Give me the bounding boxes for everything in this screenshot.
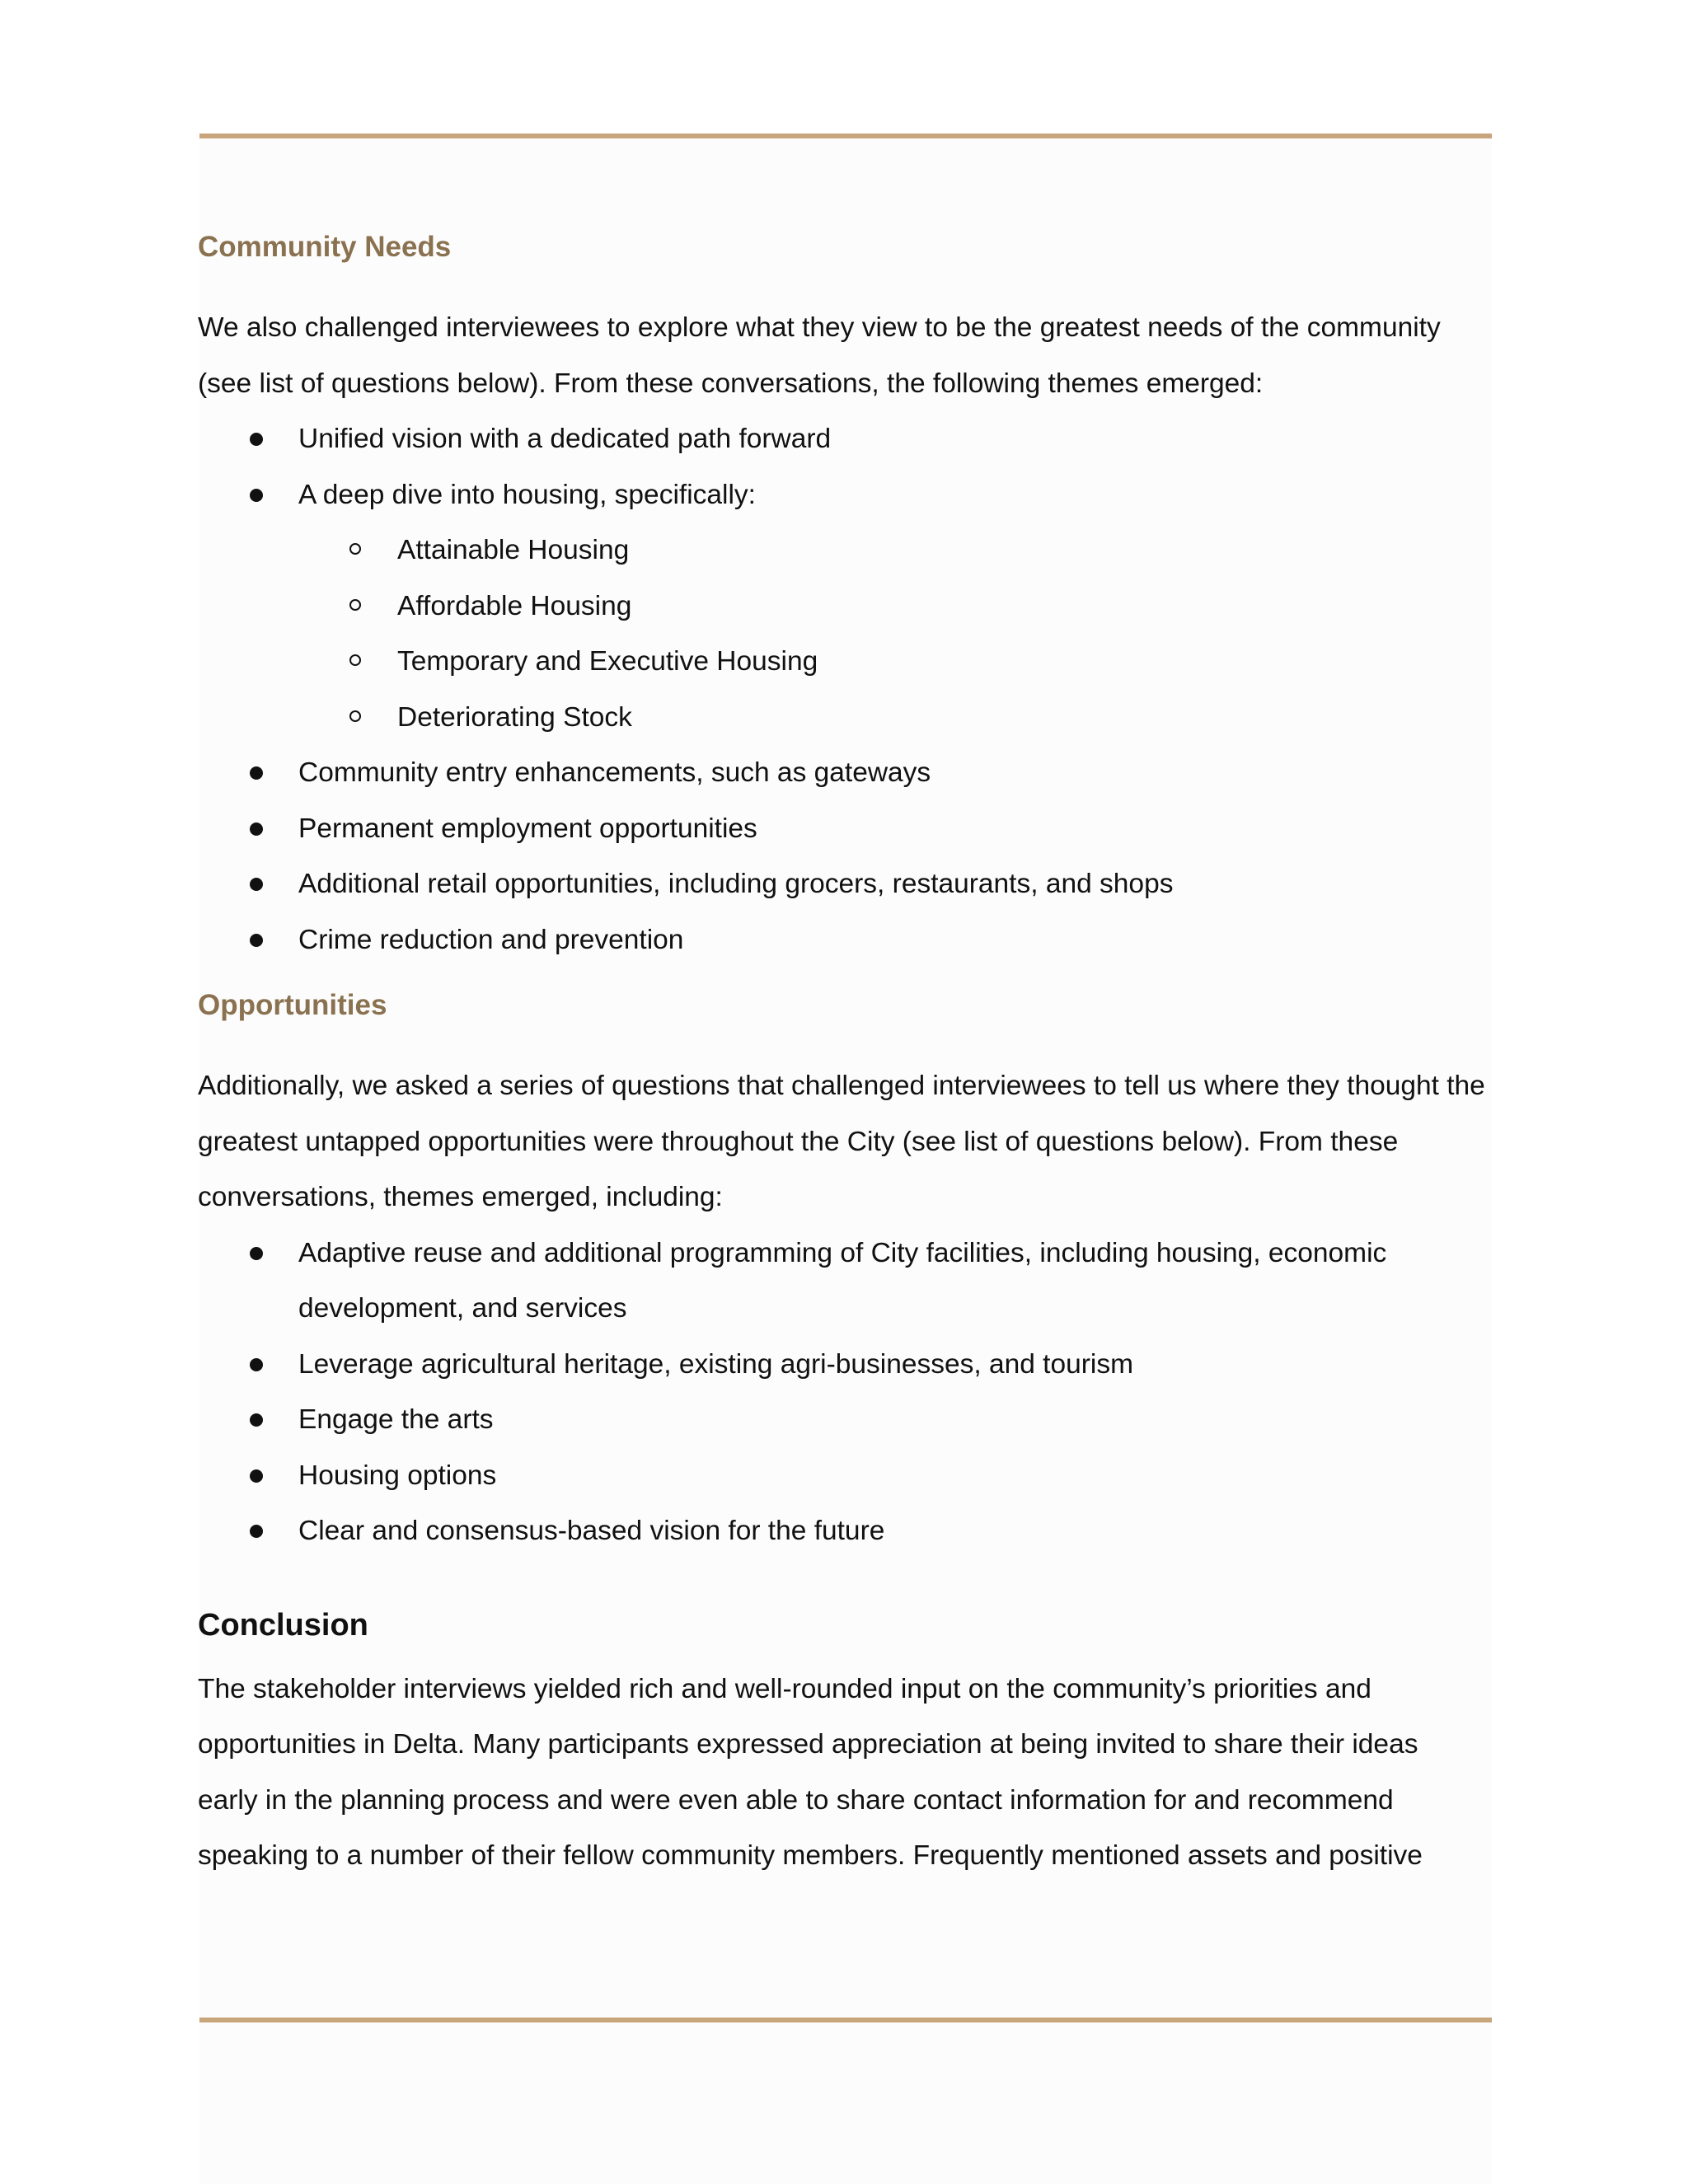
list-item-text: Unified vision with a dedicated path forward [298, 424, 832, 454]
list-item-text: Permanent employment opportunities [298, 813, 757, 844]
document-body [198, 223, 1500, 1884]
community-needs-list [198, 411, 1500, 523]
list-item [198, 912, 1500, 968]
list-item-text: Community entry enhancements, such as gateways [298, 757, 931, 788]
list-item [198, 1392, 1484, 1448]
community-needs-intro: We also challenged interviewees to explore what they view to be the greatest needs of the community (see list of questions below). From these conversations, the following themes emerged: [198, 312, 1441, 399]
list-item [198, 801, 1500, 857]
housing-sublist [198, 523, 1500, 745]
list-item [198, 467, 1500, 523]
bullet-icon [250, 934, 263, 947]
list-item [198, 1337, 1484, 1393]
community-needs-heading: Community Needs [198, 231, 452, 263]
bullet-icon [250, 1525, 263, 1538]
list-item-text: Crime reduction and prevention [298, 924, 684, 955]
top-divider [199, 134, 1492, 138]
list-item [198, 411, 1500, 467]
list-item [198, 745, 1500, 801]
list-item-text: Housing options [298, 1460, 497, 1491]
bullet-icon [250, 489, 263, 502]
bottom-divider [199, 2018, 1492, 2022]
list-item-text: Engage the arts [298, 1404, 494, 1435]
sublist-item-text: Affordable Housing [397, 590, 632, 621]
list-item [198, 1226, 1484, 1337]
list-item [198, 1503, 1484, 1559]
bullet-icon [250, 878, 263, 891]
bullet-icon [250, 823, 263, 836]
list-item [198, 1448, 1484, 1504]
opportunities-list [198, 1226, 1484, 1559]
hollow-bullet-icon [349, 599, 361, 611]
sublist-item-text: Temporary and Executive Housing [397, 646, 818, 677]
list-item-text: Leverage agricultural heritage, existing agri-businesses, and tourism [298, 1348, 1133, 1380]
sublist-item [198, 523, 1500, 579]
hollow-bullet-icon [349, 543, 361, 555]
opportunities-heading: Opportunities [198, 989, 387, 1021]
bullet-icon [250, 433, 263, 446]
hollow-bullet-icon [349, 654, 361, 666]
bullet-icon [250, 766, 263, 780]
community-needs-list-continued [198, 745, 1500, 968]
conclusion-heading: Conclusion [198, 1607, 368, 1643]
list-item-text: Clear and consensus-based vision for the future [298, 1516, 885, 1546]
opportunities-intro: Additionally, we asked a series of questions that challenged interviewees to tell us where they thought the greatest untapped opportunities were throughout the City (see list of questions below). From these conversations, themes emerged, including: [198, 1071, 1485, 1212]
list-item-text: Additional retail opportunities, including grocers, restaurants, and shops [298, 869, 1174, 899]
conclusion-text: The stakeholder interviews yielded rich and well-rounded input on the community’s priorities and opportunities in Delta. Many participants expressed appreciation at being invited to share their ideas early in the planning process and were even able to share contact information for and recommend speaking to a number of their fellow community members. Frequently mentioned assets and positive [198, 1673, 1423, 1871]
bullet-icon [250, 1469, 263, 1483]
list-item [198, 856, 1500, 912]
bullet-icon [250, 1358, 263, 1371]
sublist-item [198, 579, 1500, 635]
sublist-item-text: Deteriorating Stock [397, 701, 632, 733]
list-item-text: A deep dive into housing, specifically: [298, 479, 756, 510]
sublist-item [198, 690, 1500, 746]
list-item-text: Adaptive reuse and additional programming of City facilities, including housing, economic development, and services [298, 1237, 1387, 1324]
hollow-bullet-icon [349, 710, 361, 722]
bullet-icon [250, 1413, 263, 1427]
sublist-item [198, 634, 1500, 690]
bullet-icon [250, 1247, 263, 1260]
sublist-item-text: Attainable Housing [397, 535, 630, 565]
